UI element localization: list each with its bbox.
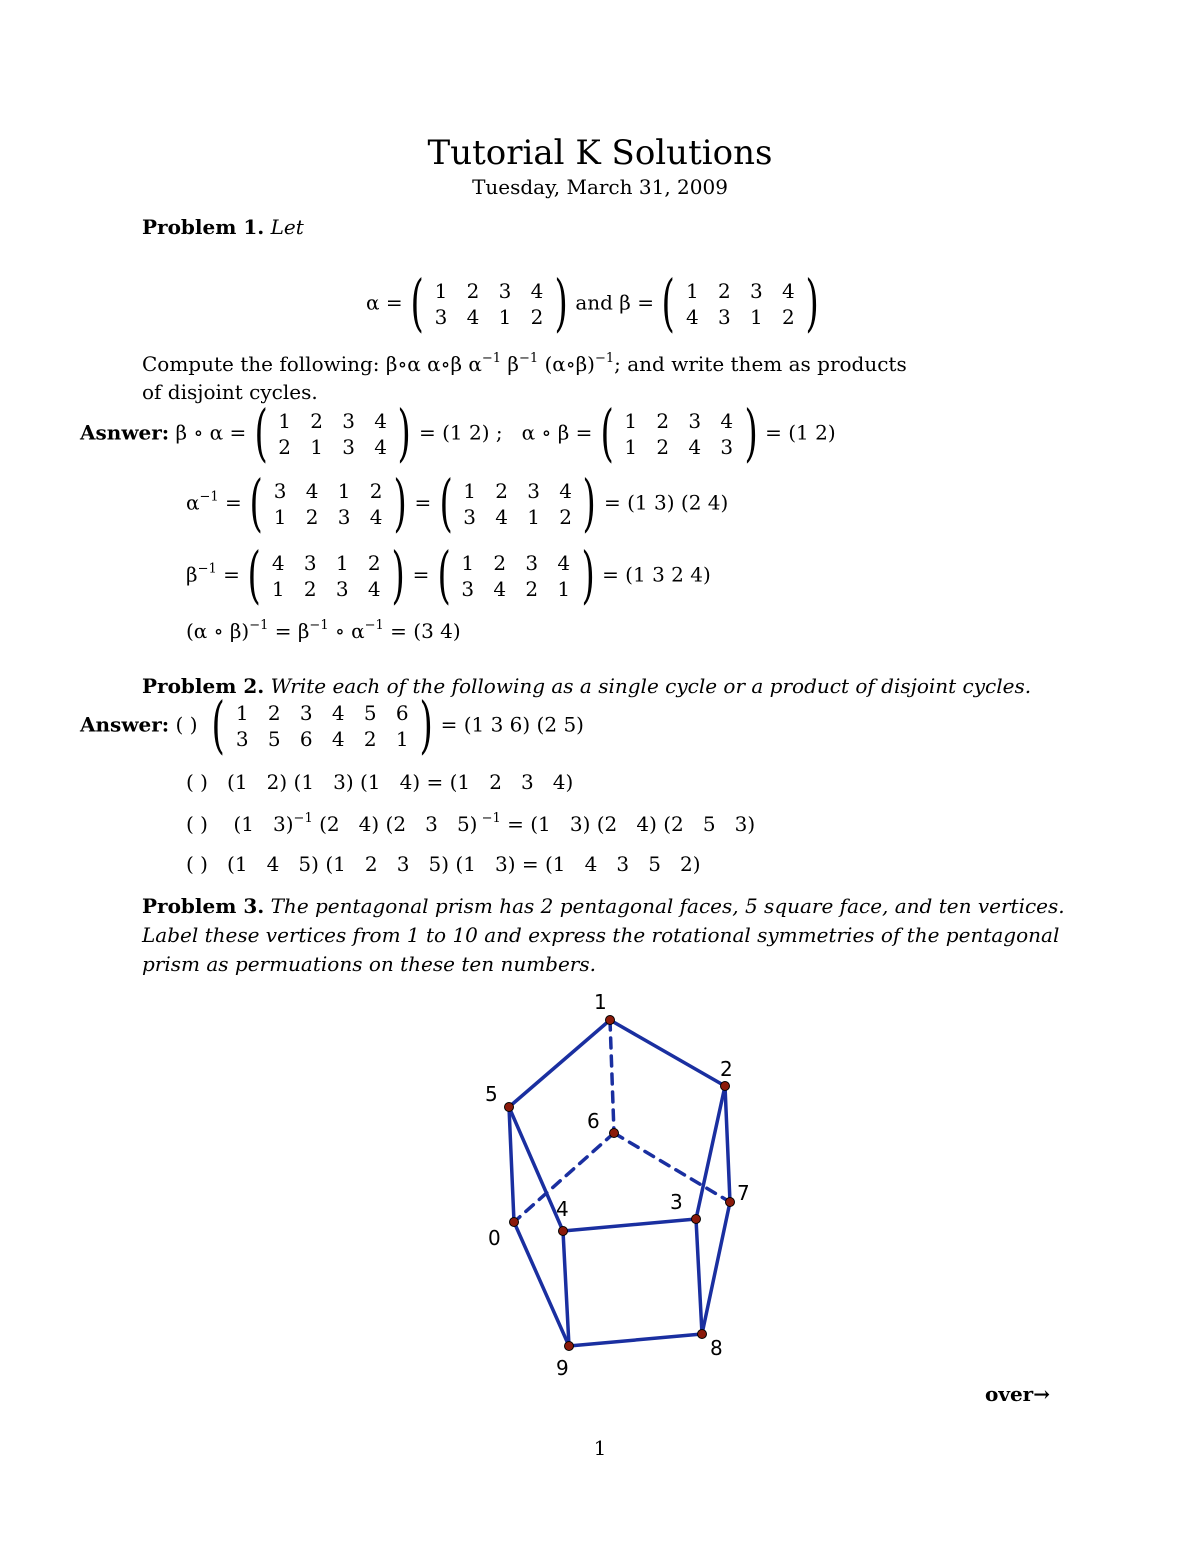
vertex-8 [698,1330,707,1339]
edge-1-2 [610,1020,725,1086]
edge-3-8 [696,1219,702,1334]
and-beta-label: and β = [575,290,654,315]
vertex-label-5: 5 [485,1082,498,1106]
beta-inverse-result: = (1 3 2 4) [602,562,711,587]
alpha-beta-matrix: ( ) 1 2 3 4 1 2 4 3 [600,396,758,469]
vertex-4 [559,1227,568,1236]
vertex-label-9: 9 [556,1356,569,1380]
edge-2-3 [696,1086,725,1219]
page-title: Tutorial K Solutions [427,133,773,173]
problem-3-text: Problem 3. The pentagonal prism has 2 pentagonal faces, 5 square face, and ten vertices. Label these vertices from 1 to 10 and express the rotational symmetries of the pentagonal prism as permuations on these ten numbers. [142,894,1065,976]
beta-inverse-matrix-1: ( ) 4 3 1 2 1 2 3 4 [247,538,405,611]
vertex-5 [505,1103,514,1112]
vertex-9 [565,1342,574,1351]
edge-3-4 [563,1219,696,1231]
beta-matrix: ( ) 1 2 3 4 4 3 1 2 [661,266,819,339]
problem-1-heading: Problem 1. [142,215,265,239]
beta-inverse-matrix-2: ( ) 1 2 3 4 3 4 2 1 [437,538,595,611]
compute-instruction-line2: of disjoint cycles. [142,380,318,404]
edge-0-9 [514,1222,569,1346]
alpha-inverse-result: = (1 3) (2 4) [604,490,729,515]
alpha-beta-result: = (1 2) [765,420,836,445]
problem-1-let: Let [270,215,304,239]
beta-inverse-row: $\beta^{-1}$ = ( ) 4 3 1 2 1 2 3 4 = ( ) 1 2 3 4 3 4 2 1 = (1 3 2 4) [186,538,711,611]
answer-2-row-a: Answer: ( ) ( ) 1 2 3 4 5 6 3 5 6 4 2 1 = (1 3 6) (2 5) [80,688,584,761]
problem-2-matrix: ( ) 1 2 3 4 5 6 3 5 6 4 2 1 [211,688,433,761]
alpha-inverse-matrix-2: ( ) 1 2 3 4 3 4 1 2 [439,466,597,539]
beta-alpha-label: β ∘ α = [175,420,247,445]
answer-1-label: Asnwer: [80,420,170,445]
edge-9-8 [569,1334,702,1346]
vertex-label-0: 0 [488,1226,501,1250]
edge-5-1 [509,1020,610,1107]
hidden-edge-1-6 [610,1020,614,1133]
vertex-label-3: 3 [670,1190,683,1214]
page-number: 1 [593,1436,607,1460]
edge-4-9 [563,1231,569,1346]
problem-2a-result: = (1 3 6) (2 5) [440,712,584,737]
page-date: Tuesday, March 31, 2009 [472,175,728,199]
vertex-1 [606,1016,615,1025]
vertex-7 [726,1198,735,1207]
answer-2-row-d: ( ) (1 4 5) (1 2 3 5) (1 3) = (1 4 3 5 2) [186,852,701,876]
answer-2-label: Answer: [80,712,170,737]
composite-inverse-row: (α ∘ $\beta)^{-1} = \beta^{-1}$ ∘ $\alpha^{-1} = (3$ 4) [186,618,461,643]
vertex-label-6: 6 [587,1109,600,1133]
alpha-matrix: ( ) 1 2 3 4 3 4 1 2 [410,266,568,339]
vertex-label-7: 7 [737,1181,750,1205]
edge-4-5 [509,1107,563,1231]
vertex-label-1: 1 [594,990,607,1014]
alpha-label: α = [366,290,403,315]
vertex-2 [721,1082,730,1091]
compute-instruction: Compute the following: β∘α α∘β $\alpha^{-1}$ $\beta^{-1}$ (α∘β)$^{-1}$; and write them as products [142,351,907,376]
problem-2-statement: Write each of the following as a single cycle or a product of disjoint cycles. [270,674,1032,698]
alpha-inverse-row: $\alpha^{-1}$ = ( ) 3 4 1 2 1 2 3 4 = ( ) 1 2 3 4 3 4 1 2 = (1 3) (2 4) [186,466,729,539]
vertex-label-8: 8 [710,1336,723,1360]
answer-2-row-b: ( ) (1 2) (1 3) (1 4) = (1 2 3 4) [186,770,574,794]
vertex-label-2: 2 [720,1057,733,1081]
beta-alpha-matrix: ( ) 1 2 3 4 2 1 3 4 [254,396,412,469]
beta-alpha-result: = (1 2) ; [418,420,503,445]
problem-2-heading: Problem 2. [142,674,265,698]
edge-8-7 [702,1202,730,1334]
vertex-label-4: 4 [556,1197,569,1221]
vertex-6 [610,1129,619,1138]
alpha-inverse-matrix-1: ( ) 3 4 1 2 1 2 3 4 [249,466,407,539]
problem-3-heading: Problem 3. [142,894,265,918]
answer-2-row-c: ( ) (1 3)$^{-1}$ (2 4) (2 3 5) $^{-1}$ = (1 3) (2 4) (2 5 3) [186,811,756,836]
edge-5-0 [509,1107,514,1222]
vertex-0 [510,1218,519,1227]
over-indicator: over→ [985,1382,1050,1406]
vertex-3 [692,1215,701,1224]
edge-2-7 [725,1086,730,1202]
alpha-beta-label: α ∘ β = [521,420,593,445]
